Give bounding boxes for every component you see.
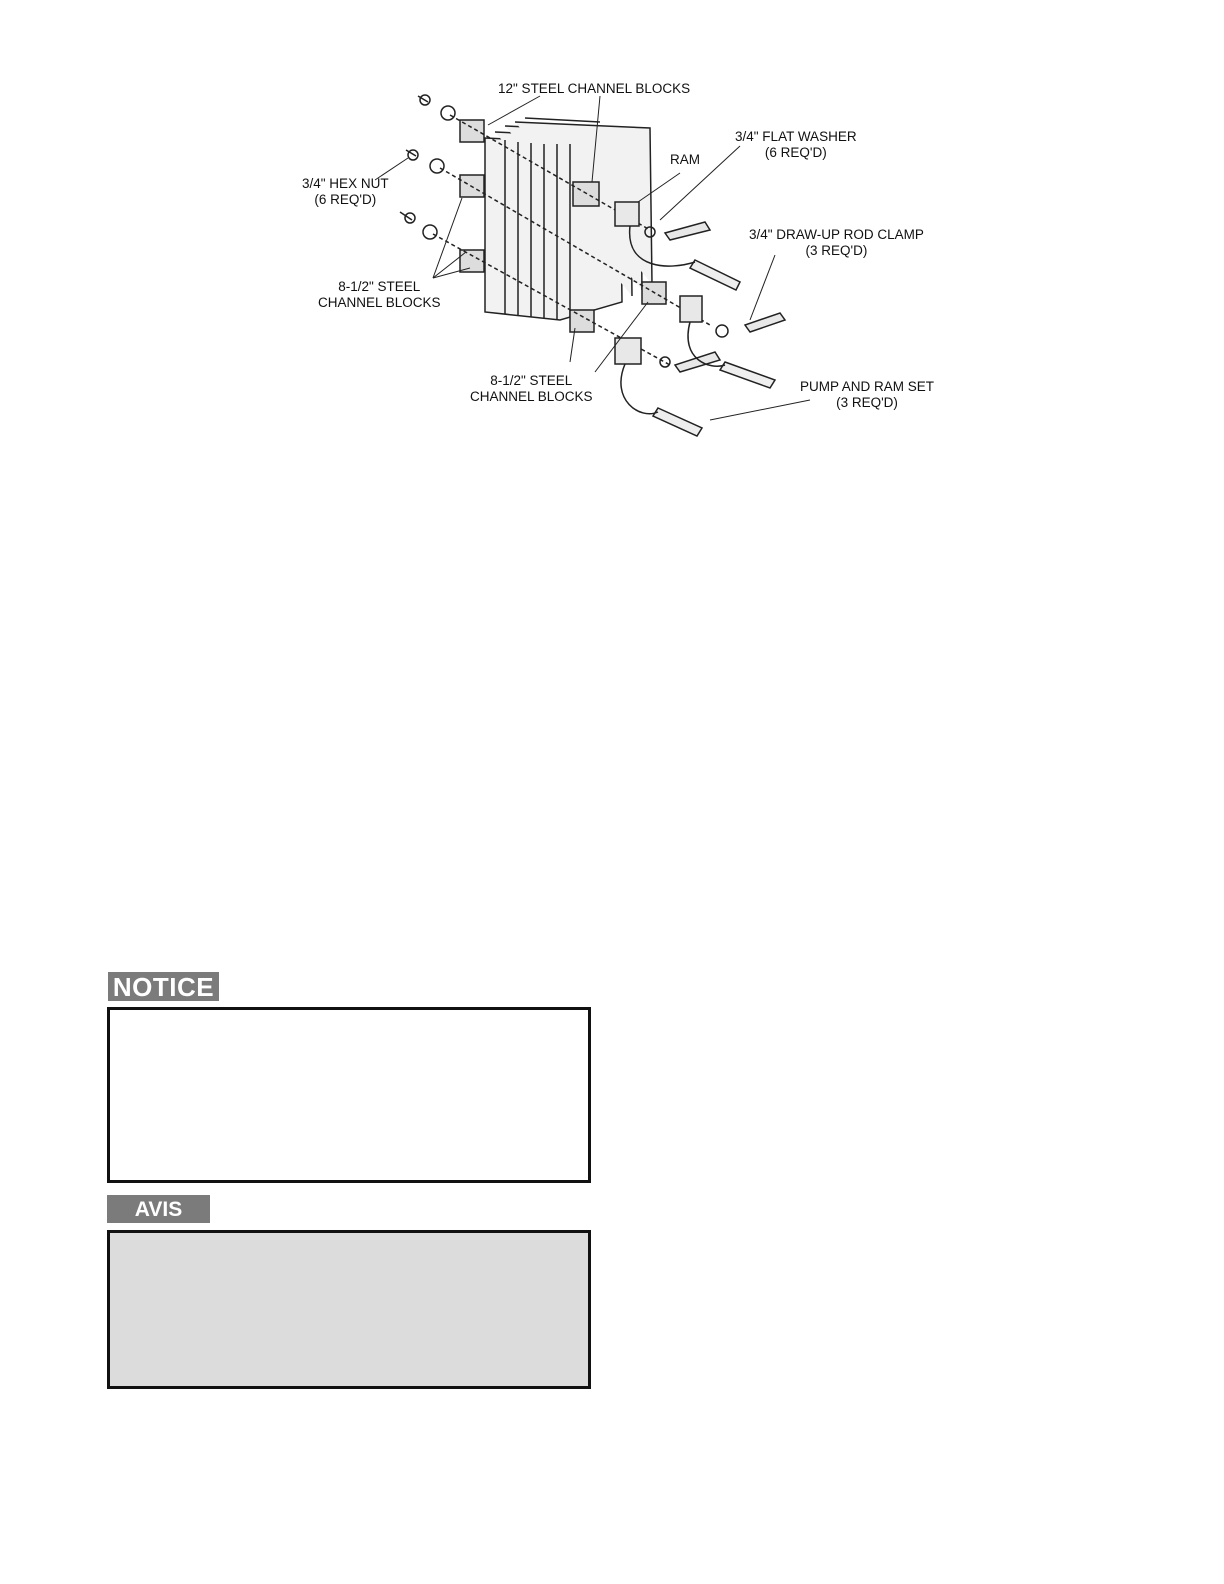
label-hex-nut: 3/4" HEX NUT (6 REQ'D) <box>302 176 389 207</box>
label-8-steel-blocks-bottom: 8-1/2" STEEL CHANNEL BLOCKS <box>470 373 593 404</box>
label-8-steel-blocks-left: 8-1/2" STEEL CHANNEL BLOCKS <box>318 279 441 310</box>
ram-low <box>615 338 641 364</box>
label-draw-up-rod-clamp: 3/4" DRAW-UP ROD CLAMP (3 REQ'D) <box>749 227 924 258</box>
label-flat-washer: 3/4" FLAT WASHER (6 REQ'D) <box>735 129 857 160</box>
label-ram: RAM <box>670 152 700 167</box>
label-12-steel-blocks: 12" STEEL CHANNEL BLOCKS <box>498 81 691 96</box>
assembly-figure <box>270 70 960 460</box>
notice-label: NOTICE <box>108 972 219 1001</box>
ram-top <box>615 202 639 226</box>
pump <box>690 260 740 290</box>
channel-block-low-right <box>570 310 594 332</box>
avis-box <box>107 1230 591 1389</box>
flat-washer <box>441 106 455 120</box>
label-pump-ram-set: PUMP AND RAM SET (3 REQ'D) <box>800 379 935 410</box>
draw-up-clamp <box>665 222 710 240</box>
avis-label: AVIS <box>107 1195 210 1223</box>
notice-box <box>107 1007 591 1183</box>
ram-mid <box>680 296 702 322</box>
